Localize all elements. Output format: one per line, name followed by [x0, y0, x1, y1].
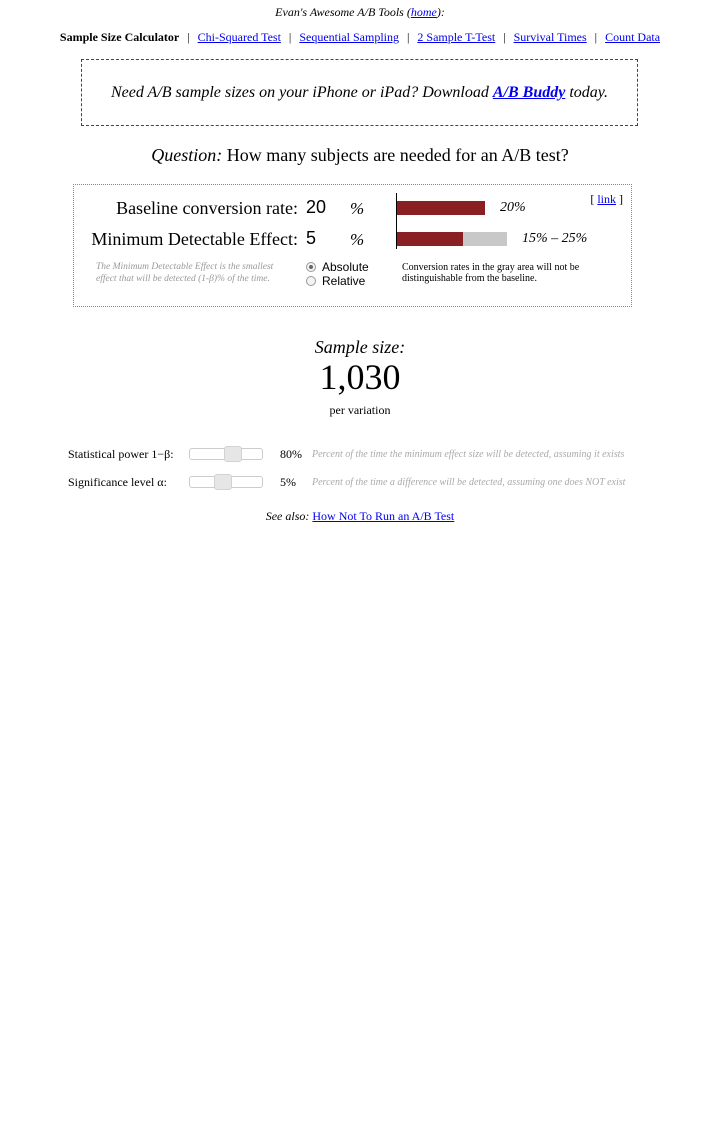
mode-relative-option[interactable]: [306, 274, 365, 288]
nav-separator: |: [288, 30, 292, 44]
mde-label: Minimum Detectable Effect:: [91, 229, 298, 249]
baseline-bar-label: 20%: [500, 200, 526, 215]
site-title-suffix: ):: [436, 5, 445, 19]
mde-baseline-bar: [397, 232, 463, 246]
significance-slider-handle[interactable]: [214, 474, 232, 490]
link-bracket-open: [: [590, 192, 598, 206]
mde-input[interactable]: [306, 228, 346, 249]
how-not-to-run-ab-test-link[interactable]: How Not To Run an A/B Test: [312, 509, 455, 523]
panel-link-wrapper: [590, 192, 623, 207]
power-label: Statistical power 1−β:: [68, 447, 174, 461]
significance-value: 5%: [280, 475, 296, 489]
site-title-prefix: Evan's Awesome A/B Tools (: [275, 5, 411, 19]
site-title: [0, 5, 720, 20]
nav-separator: |: [503, 30, 506, 44]
absolute-radio[interactable]: [306, 262, 316, 272]
promo-banner: [81, 59, 638, 126]
see-also: [0, 509, 720, 524]
nav-link-count-data[interactable]: Count Data: [605, 30, 661, 44]
question-label: Question:: [151, 145, 223, 165]
power-description: Percent of the time the minimum effect size will be detected, assuming it exists: [312, 449, 625, 460]
mde-unit: %: [350, 230, 365, 249]
promo-text-before: Need A/B sample sizes on your iPhone or iPad? Download: [110, 84, 493, 101]
baseline-unit: %: [350, 199, 365, 218]
nav-link-sequential-sampling[interactable]: Sequential Sampling: [299, 30, 399, 44]
sample-size-unit: per variation: [329, 403, 391, 417]
significance-description: Percent of the time a difference will be detected, assuming one does NOT exist: [312, 477, 626, 488]
baseline-bar: [397, 201, 485, 215]
link-bracket-close: ]: [616, 192, 623, 206]
nav-link-survival-times[interactable]: Survival Times: [513, 30, 587, 44]
mode-absolute-option[interactable]: [306, 260, 369, 274]
significance-label: Significance level α:: [68, 475, 167, 489]
promo-text-after: today.: [565, 84, 609, 101]
input-panel: [73, 184, 632, 307]
power-slider-handle[interactable]: [224, 446, 242, 462]
absolute-label: Absolute: [322, 260, 369, 274]
mde-help-text: The Minimum Detectable Effect is the smallest effect that will be detected (1-β)% of the time.: [96, 262, 274, 284]
nav-separator: |: [406, 30, 410, 44]
relative-label: Relative: [322, 274, 366, 288]
relative-radio[interactable]: [306, 276, 316, 286]
nav-current-sample-size: Sample Size Calculator: [59, 30, 180, 44]
home-link[interactable]: home: [410, 5, 437, 19]
power-value: 80%: [280, 447, 302, 461]
sample-size-value: 1,030: [319, 357, 401, 397]
nav-separator: |: [187, 30, 190, 44]
nav-link-chi-squared[interactable]: Chi-Squared Test: [197, 30, 281, 44]
question-heading: [0, 145, 720, 166]
permalink-link[interactable]: link: [597, 192, 616, 206]
question-text: How many subjects are needed for an A/B test?: [222, 145, 569, 165]
ab-buddy-link[interactable]: A/B Buddy: [492, 84, 566, 101]
baseline-input[interactable]: [306, 197, 346, 218]
tool-nav: [0, 30, 720, 45]
mde-range-label: 15% – 25%: [522, 231, 588, 246]
power-slider[interactable]: [189, 448, 263, 460]
significance-slider[interactable]: [189, 476, 263, 488]
see-also-label: See also:: [265, 509, 313, 523]
sample-size-label: Sample size:: [314, 337, 406, 357]
nav-link-2-sample-t-test[interactable]: 2 Sample T-Test: [417, 30, 496, 44]
nav-separator: |: [594, 30, 598, 44]
gray-area-note: Conversion rates in the gray area will not be distinguishable from the baseline.: [402, 262, 580, 284]
baseline-label: Baseline conversion rate:: [116, 198, 298, 218]
